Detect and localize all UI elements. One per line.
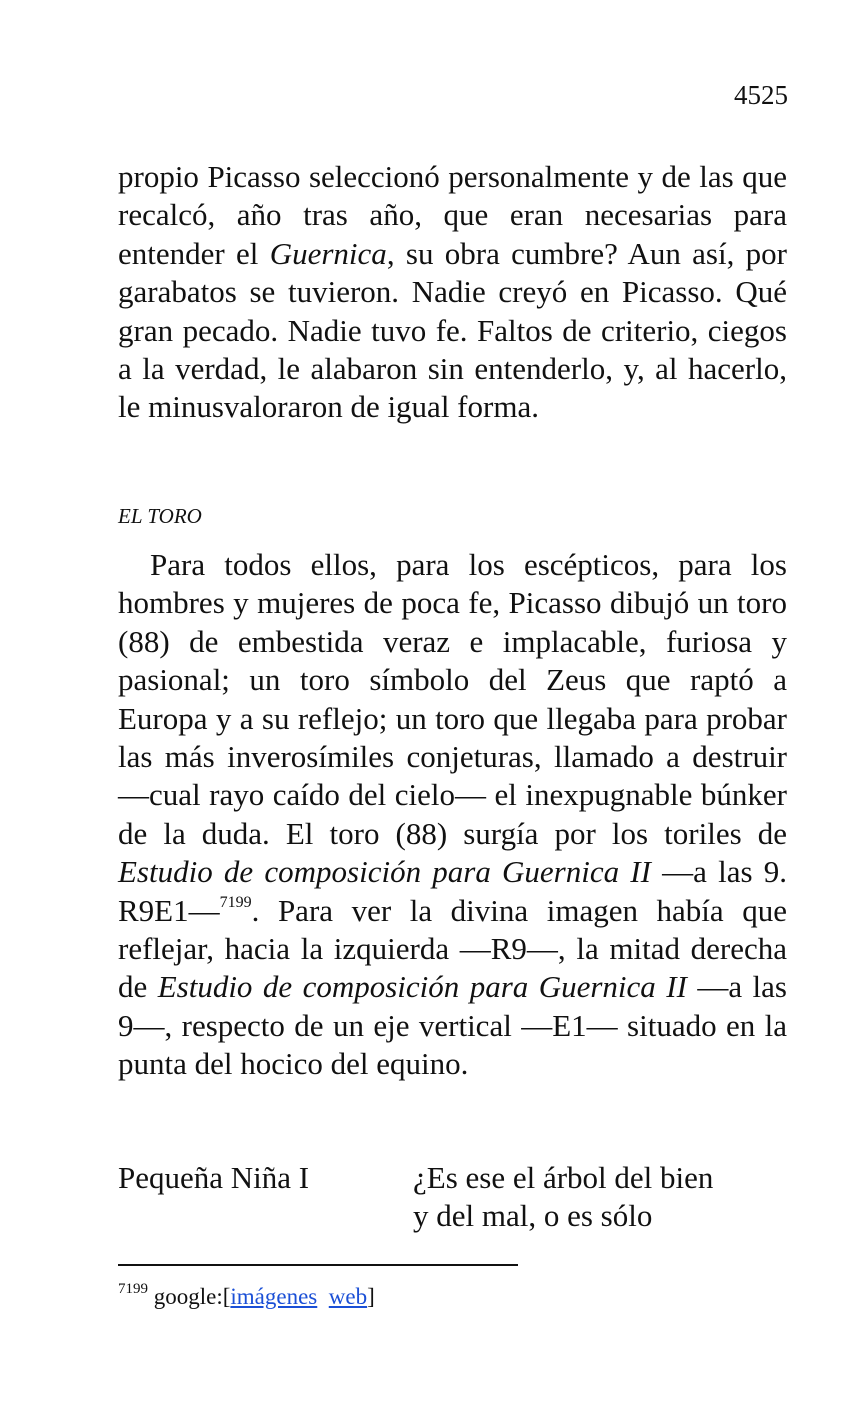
footnote: [118, 1282, 375, 1312]
verse-line-1: ¿Es ese el árbol del bien: [413, 1160, 714, 1195]
verse-line-2: y del mal, o es sólo: [413, 1198, 653, 1234]
footnote-divider: [118, 1264, 518, 1266]
paragraph-2-text-c: . Para ver la divina imagen había que reflejar, hacia la izquierda —R9—, la mitad derecha de: [118, 892, 787, 1005]
footnote-reference[interactable]: 7199: [219, 894, 252, 912]
paragraph-2-text-a: Para todos ellos, para los escépticos, para los hombres y mujeres de poca fe, Picasso dibujó un toro (88) de embestida veraz e implacable, furiosa y pasional; un toro símbolo del Zeus que raptó a Europa y a su reflejo; un toro que llegaba para probar las más inverosímiles conjeturas, llamado a destruir —cual rayo caído del cielo— el inexpugnable búnker de la duda. El toro (88) surgía por los toriles de: [118, 547, 787, 851]
footnote-suffix: ]: [367, 1284, 375, 1309]
paragraph-1-text-a: propio Picasso seleccionó personalmente y de las que recalcó, año tras año, que eran necesarias para entender el: [118, 159, 787, 271]
verse-lines: [413, 1159, 713, 1236]
paragraph-1: [118, 158, 787, 427]
footnote-link-web[interactable]: web: [328, 1284, 368, 1309]
paragraph-2: [118, 546, 787, 1084]
paragraph-2-text-b: —a las 9. R9E1—: [118, 854, 787, 928]
footnote-number: 7199: [118, 1281, 148, 1298]
paragraph-1-text-b: , su obra cumbre? Aun así, por garabatos se tuvieron. Nadie creyó en Picasso. Qué gran pecado. Nadie tuvo fe. Faltos de criterio, ciegos a la verdad, le alabaron sin entenderlo, y, al hacerlo, le minusvaloraron de igual forma.: [118, 235, 787, 425]
page-number: 4525: [734, 80, 788, 110]
work-title-estudio-1: Estudio de composición para Guernica II: [118, 854, 651, 890]
paragraph-2-text-d: —a las 9—, respecto de un eje vertical —E1— situado en la punta del hocico del equino.: [118, 969, 787, 1082]
verse-speaker: Pequeña Niña I: [118, 1160, 310, 1195]
work-title-estudio-2: Estudio de composición para Guernica II: [157, 969, 687, 1005]
footnote-link-images[interactable]: imágenes: [230, 1284, 318, 1309]
work-title-guernica: Guernica: [269, 235, 387, 271]
footnote-prefix: google:[: [153, 1284, 231, 1309]
section-heading: EL TORO: [118, 504, 202, 528]
